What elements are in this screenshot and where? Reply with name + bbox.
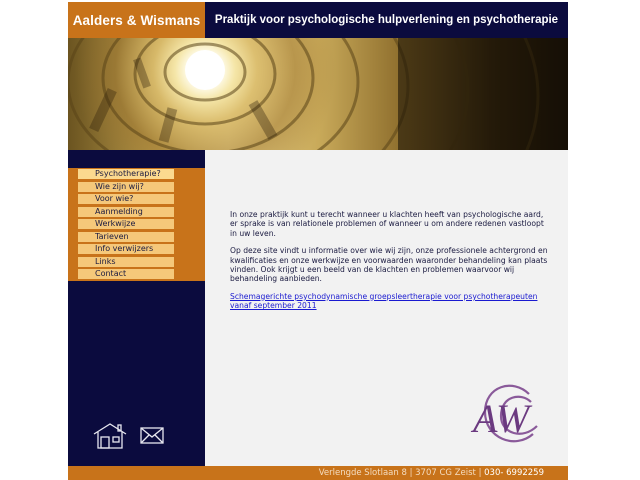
menu-item-psychotherapie[interactable] [68,168,205,181]
menu-item-label[interactable]: Links [78,257,174,267]
brand-block[interactable] [68,2,205,38]
menu-item-label[interactable]: Info verwijzers [78,244,174,254]
home-icon[interactable] [92,422,128,450]
menu-item-label[interactable]: Werkwijze [78,219,174,229]
menu-item-label[interactable]: Psychotherapie? [78,169,174,179]
footer-phone[interactable]: 030- 6992259 [484,468,544,478]
footer-icons [92,422,172,452]
intro-text [230,210,550,319]
aw-logo [467,376,549,458]
spiral-staircase-image [68,38,568,150]
menu-item-werkwijze[interactable] [68,218,205,231]
page-frame [68,2,568,480]
menu-item-info-verwijzers[interactable] [68,243,205,256]
menu-item-contact[interactable] [68,268,205,281]
intro-paragraph-1: In onze praktijk kunt u terecht wanneer u klachten heeft van psychologische aard, er sprake is van relationele problemen of wanneer u om andere redenen vastloopt in uw leven. [230,210,544,238]
main-menu [68,168,205,281]
menu-item-label[interactable]: Wie zijn wij? [78,182,174,192]
tagline-block [205,2,568,38]
menu-item-links[interactable] [68,256,205,269]
main-content [205,150,568,466]
menu-item-label[interactable]: Voor wie? [78,194,174,204]
tagline-text: Praktijk voor psychologische hulpverlening en psychotherapie [214,14,559,26]
logo-text: AW [473,396,530,441]
menu-item-aanmelding[interactable] [68,206,205,219]
sidebar [68,150,205,466]
brand-name: Aalders & Wismans [72,12,201,28]
menu-item-voor-wie[interactable] [68,193,205,206]
banner-image [68,38,568,150]
menu-item-label[interactable]: Contact [78,269,174,279]
menu-item-tarieven[interactable] [68,231,205,244]
footer-contact [319,468,544,478]
footer-bar [68,466,568,480]
course-link[interactable]: Schemagerichte psychodynamische groepsleertherapie voor psychotherapeuten vanaf september 2011 [230,291,538,311]
menu-item-wie-zijn-wij[interactable] [68,181,205,194]
menu-item-label[interactable]: Tarieven [78,232,174,242]
intro-paragraph-2: Op deze site vindt u informatie over wie wij zijn, onze professionele achtergrond en kwalificaties en onze werkwijze en voorwaarden waaronder behandeling kan plaats vinden. Ook krijgt u een beeld van de klachten en problemen waarvoor wij behandeling aanbieden. [230,246,548,284]
footer-address: Verlengde Slotlaan 8 | 3707 CG Zeist | [318,468,485,478]
menu-item-label[interactable]: Aanmelding [78,207,174,217]
mail-icon[interactable] [140,427,164,445]
